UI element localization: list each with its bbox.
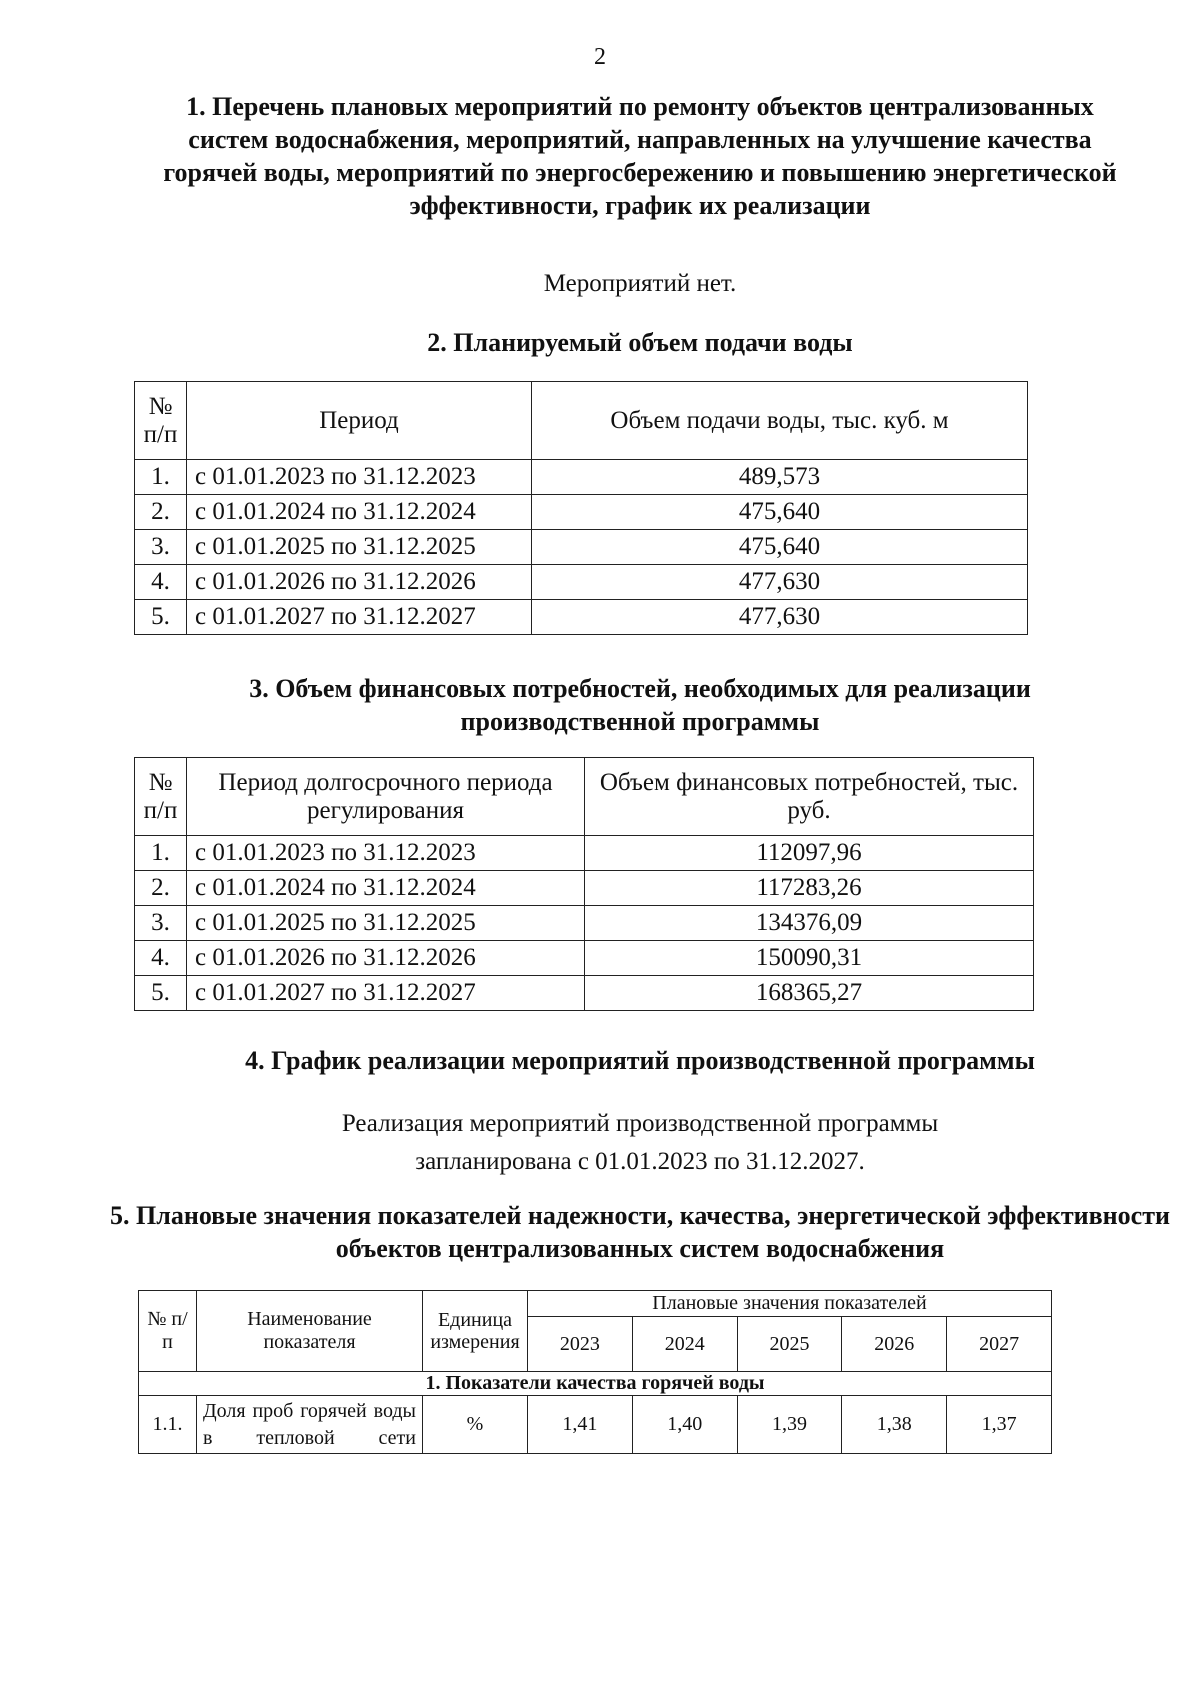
header-volume: Объем финансовых потребностей, тыс. руб. <box>585 758 1034 836</box>
page-number: 2 <box>594 44 606 70</box>
header-year: 2024 <box>632 1317 737 1372</box>
header-year: 2026 <box>842 1317 947 1372</box>
row-value: 475,640 <box>532 495 1028 530</box>
row-period: с 01.01.2027 по 31.12.2027 <box>187 600 532 635</box>
indicators-table <box>138 1290 1052 1454</box>
row-num: 2. <box>135 495 187 530</box>
row-num: 5. <box>135 600 187 635</box>
table-row <box>135 460 1028 495</box>
section4-text: Реализация мероприятий производственной программы запланирована с 01.01.2023 по 31.12.2027. <box>341 1110 939 1175</box>
table-row <box>135 530 1028 565</box>
row-value: 168365,27 <box>585 976 1034 1011</box>
row-value: 489,573 <box>532 460 1028 495</box>
row-num: 5. <box>135 976 187 1011</box>
row-value: 1,39 <box>737 1396 842 1454</box>
row-value: 1,40 <box>632 1396 737 1454</box>
row-num: 4. <box>135 941 187 976</box>
section4-title: 4. График реализации мероприятий производственной программы <box>245 1046 1035 1075</box>
header-year: 2023 <box>528 1317 633 1372</box>
row-period: с 01.01.2026 по 31.12.2026 <box>187 565 532 600</box>
section5-title: 5. Плановые значения показателей надежности, качества, энергетической эффективности объектов централизованных систем водоснабжения <box>110 1201 1170 1263</box>
row-value: 1,38 <box>842 1396 947 1454</box>
table-group-row <box>139 1372 1052 1396</box>
row-value: 150090,31 <box>585 941 1034 976</box>
row-period: с 01.01.2025 по 31.12.2025 <box>187 530 532 565</box>
row-period: с 01.01.2027 по 31.12.2027 <box>187 976 585 1011</box>
table-row <box>139 1396 1052 1454</box>
row-period: с 01.01.2024 по 31.12.2024 <box>187 871 585 906</box>
row-value: 475,640 <box>532 530 1028 565</box>
header-num: № п/п <box>135 758 187 836</box>
water-volume-table <box>134 381 1028 635</box>
header-period: Период <box>187 382 532 460</box>
row-num: 4. <box>135 565 187 600</box>
row-value: 117283,26 <box>585 871 1034 906</box>
table-row <box>135 565 1028 600</box>
row-name: Доля проб горячей воды в тепловой сети <box>197 1396 423 1454</box>
row-value: 134376,09 <box>585 906 1034 941</box>
header-year: 2027 <box>947 1317 1052 1372</box>
table-row <box>135 906 1034 941</box>
table-header-row <box>135 382 1028 460</box>
row-num: 3. <box>135 906 187 941</box>
table-row <box>135 976 1034 1011</box>
group-title: 1. Показатели качества горячей воды <box>139 1372 1052 1396</box>
header-year: 2025 <box>737 1317 842 1372</box>
row-period: с 01.01.2023 по 31.12.2023 <box>187 836 585 871</box>
row-value: 477,630 <box>532 600 1028 635</box>
header-num: № п/п <box>139 1291 197 1372</box>
header-name: Наименование показателя <box>197 1291 423 1372</box>
header-volume: Объем подачи воды, тыс. куб. м <box>532 382 1028 460</box>
row-num: 1. <box>135 460 187 495</box>
row-value: 1,37 <box>947 1396 1052 1454</box>
section3-title: 3. Объем финансовых потребностей, необходимых для реализации производственной программы <box>249 674 1031 736</box>
header-unit: Единица измерения <box>423 1291 528 1372</box>
row-value: 1,41 <box>528 1396 633 1454</box>
row-num: 2. <box>135 871 187 906</box>
table-row <box>135 871 1034 906</box>
financial-needs-table <box>134 757 1034 1011</box>
table-row <box>135 600 1028 635</box>
row-period: с 01.01.2024 по 31.12.2024 <box>187 495 532 530</box>
row-num: 1.1. <box>139 1396 197 1454</box>
section1-text: Мероприятий нет. <box>543 270 737 297</box>
row-period: с 01.01.2025 по 31.12.2025 <box>187 906 585 941</box>
row-unit: % <box>423 1396 528 1454</box>
section2-title: 2. Планируемый объем подачи воды <box>427 328 853 357</box>
row-value: 112097,96 <box>585 836 1034 871</box>
table-header-row <box>139 1291 1052 1317</box>
section1-title: 1. Перечень плановых мероприятий по ремонту объектов централизованных систем водоснабжения, мероприятий, направленных на улучшение качества горячей воды, мероприятий по энергосбережению и повышению энергетической эффективности, график их реализации <box>163 92 1117 220</box>
table-row <box>135 941 1034 976</box>
table-header-row <box>135 758 1034 836</box>
header-period: Период долгосрочного периода регулирования <box>187 758 585 836</box>
row-num: 3. <box>135 530 187 565</box>
row-value: 477,630 <box>532 565 1028 600</box>
row-period: с 01.01.2023 по 31.12.2023 <box>187 460 532 495</box>
header-num: № п/п <box>135 382 187 460</box>
table-row <box>135 836 1034 871</box>
table-row <box>135 495 1028 530</box>
row-num: 1. <box>135 836 187 871</box>
header-planned: Плановые значения показателей <box>528 1291 1052 1317</box>
row-period: с 01.01.2026 по 31.12.2026 <box>187 941 585 976</box>
